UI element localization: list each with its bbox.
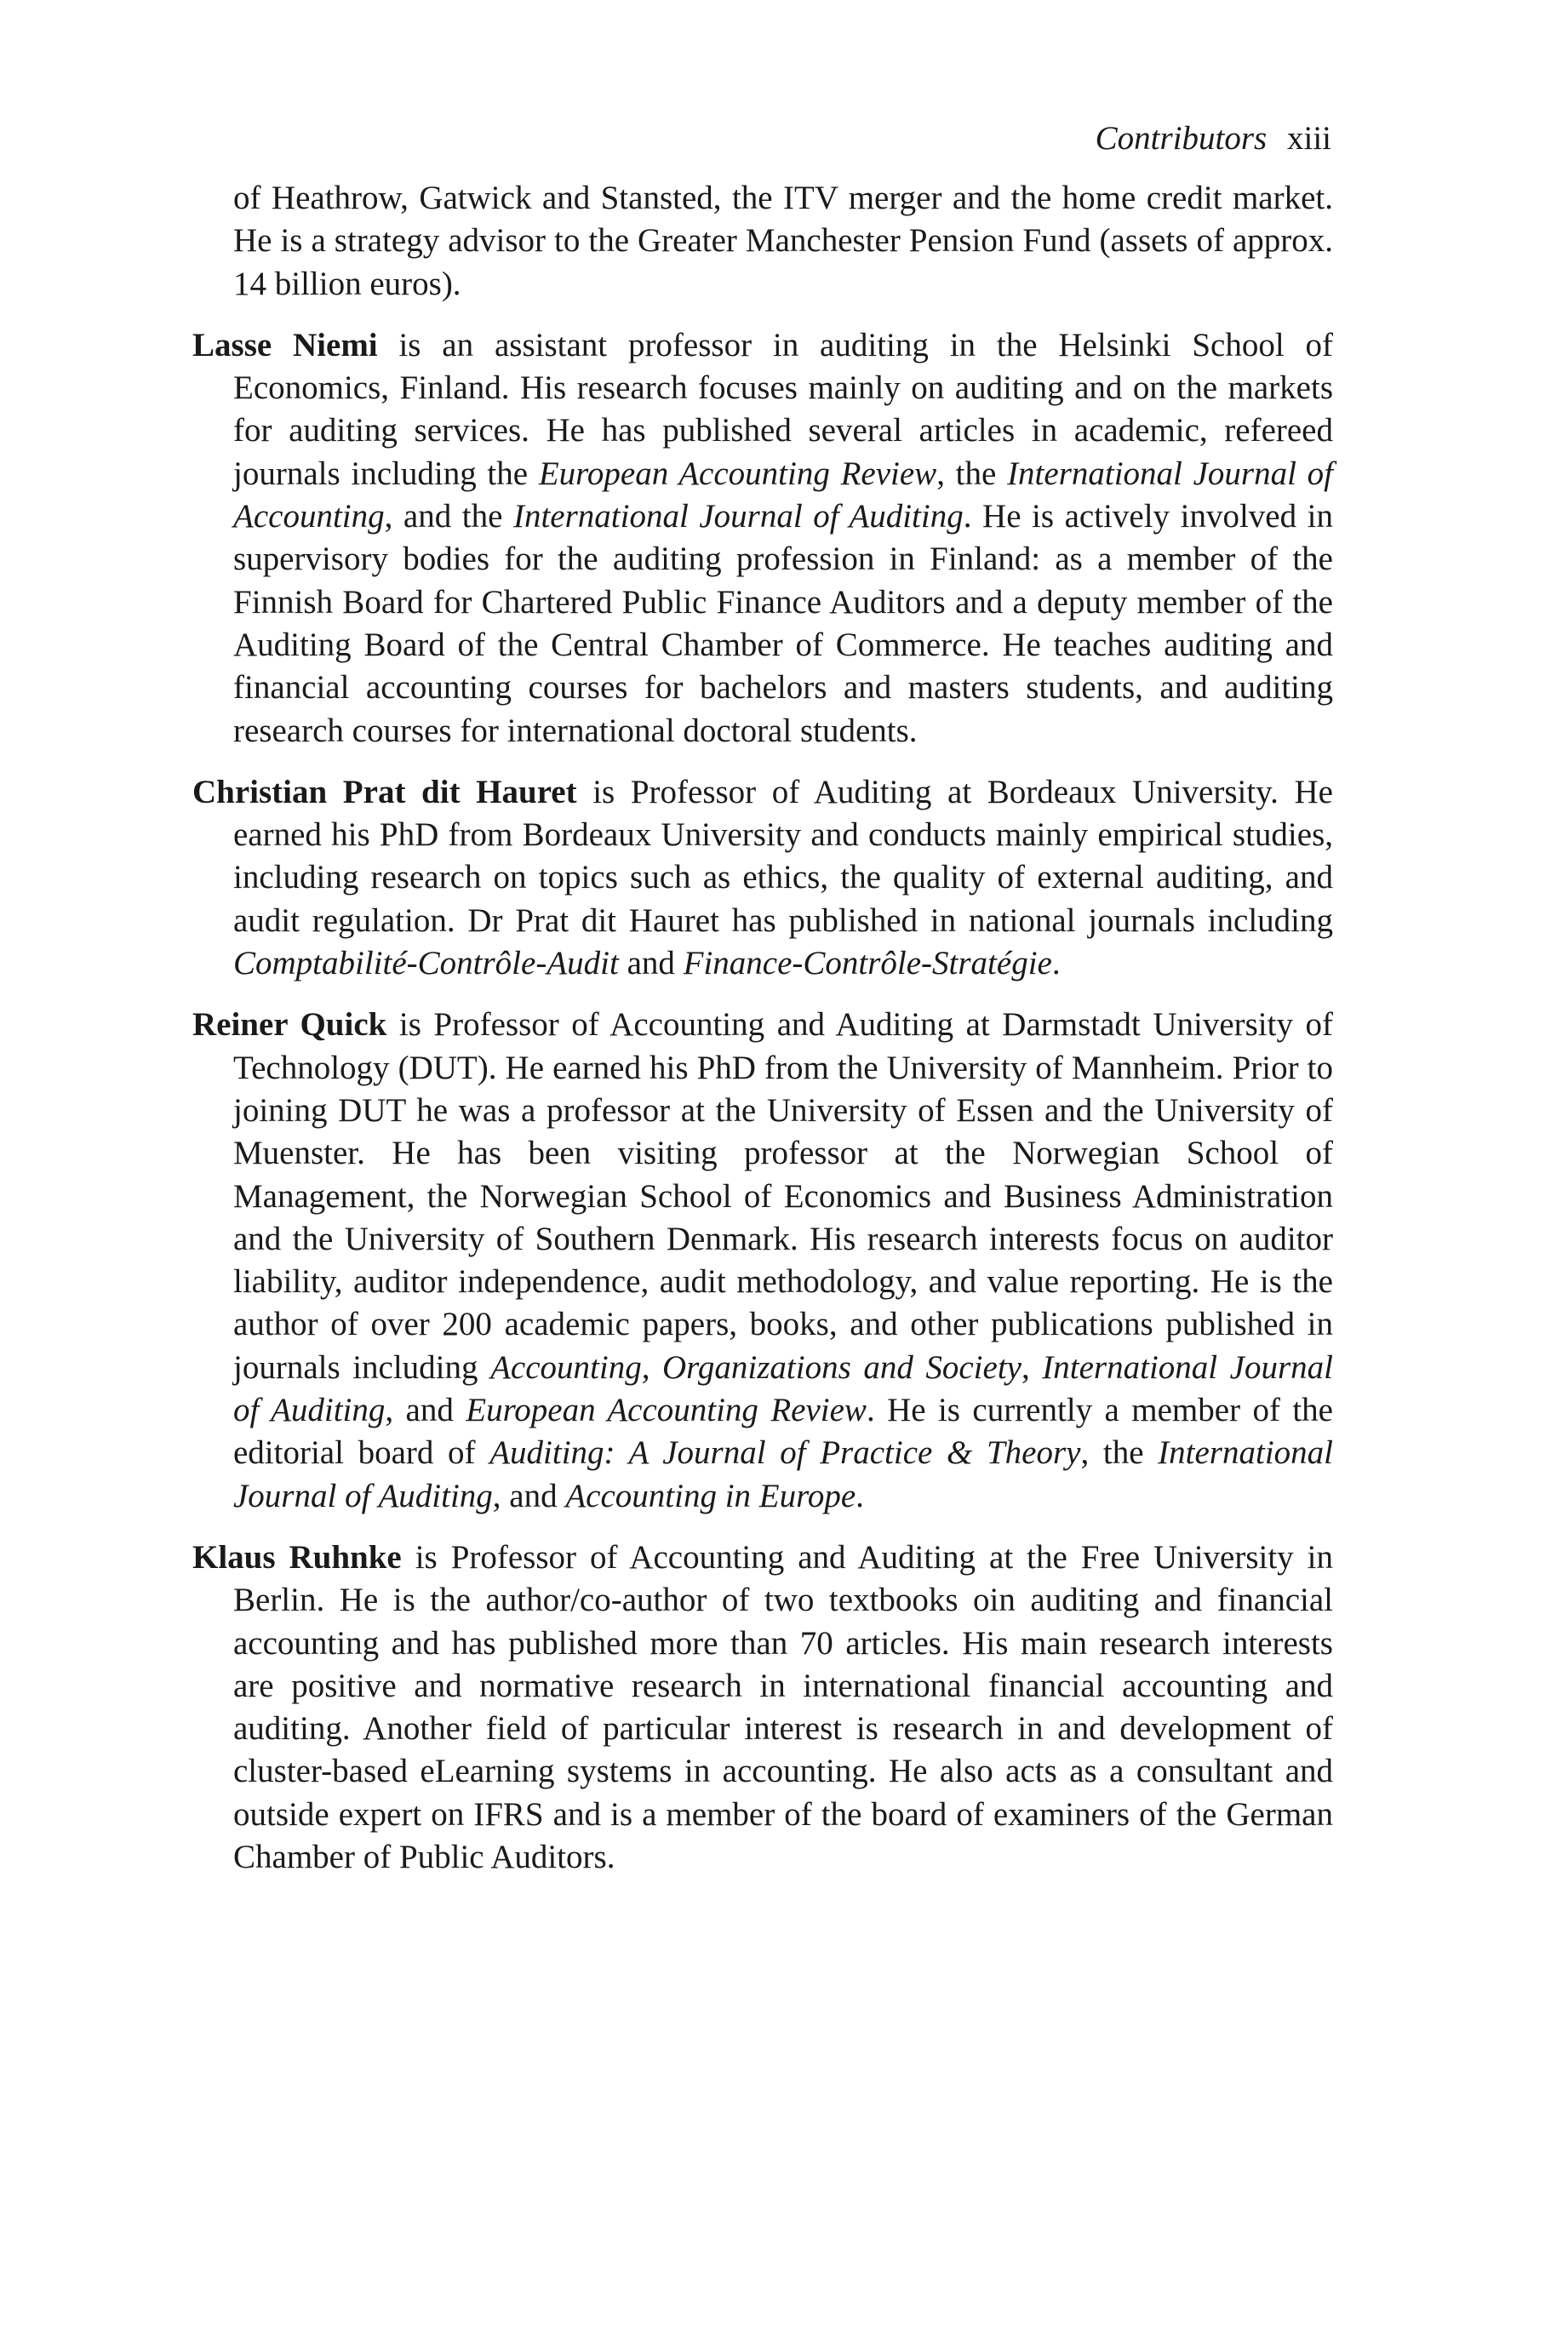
- bio-text: is Professor of Accounting and Auditing at the Free University in Berlin. He is the author/co-author of two textbooks oin auditing and financial accounting and has published more than 70 articles. His main research interests are positive and normative research in international financial accounting and auditing. Another field of particular interest is research in and development of cluster-based eLearning systems in accounting. He also acts as a consultant and outside expert on IFRS and is a member of the board of examiners of the German Chamber of Public Auditors.: [233, 1538, 1333, 1875]
- bio-text: is Professor of Accounting and Auditing at Darmstadt University of Technology (DUT). He earned his PhD from the University of Mannheim. Prior to joining DUT he was a professor at the University of Essen and the University of Muenster. He has been visiting professor at the Norwegian School of Management, the Norwegian School of Economics and Business Administration and the University of Southern Denmark. His research interests focus on auditor liability, auditor independence, audit methodology, and value reporting. He is the author of over 200 academic papers, books, and other publications published in journals including: [233, 1006, 1333, 1386]
- bio-text: . He is currently a member of the editorial board of: [233, 1392, 1333, 1472]
- bio-text: .: [856, 1477, 864, 1514]
- journal-title: Auditing: A Journal of Practice & Theory: [489, 1434, 1081, 1472]
- journal-title: Accounting, Organizations and Society: [490, 1348, 1021, 1386]
- bio-text: , the: [1080, 1434, 1159, 1472]
- bio-text: is Professor of Auditing at Bordeaux University. He earned his PhD from Bordeaux University and conducts mainly empirical studies, including research on topics such as ethics, the quality of external auditing, and audit regulation. Dr Prat dit Hauret has published in national journals including: [233, 773, 1333, 939]
- bio-text: and: [618, 945, 684, 982]
- bio-text: . He is actively involved in supervisory bodies for the auditing profession in Finland: as a member of the Finnish Board for Chartered Public Finance Auditors and a deputy member of the Auditing Board of the Central Chamber of Commerce. He teaches auditing and financial accounting courses for bachelors and masters students, and auditing research courses for international doctoral students.: [233, 498, 1333, 749]
- contributor-entry: [192, 324, 1333, 753]
- bio-text: , and: [385, 1392, 466, 1429]
- bio-text: , and the: [384, 498, 513, 535]
- bio-text: , and: [492, 1477, 566, 1514]
- contributor-entry: [192, 771, 1333, 985]
- page-number: xiii: [1286, 120, 1331, 157]
- journal-title: International Journal of Accounting: [233, 455, 1334, 535]
- bio-text: , the: [936, 455, 1008, 492]
- journal-title: Comptabilité-Contrôle-Audit: [233, 945, 619, 982]
- bio-text: .: [1051, 945, 1061, 982]
- bio-text: ,: [1021, 1348, 1043, 1386]
- journal-title: European Accounting Review: [538, 455, 937, 492]
- journal-title: Finance-Contrôle-Stratégie: [683, 945, 1052, 982]
- running-head: [1096, 117, 1331, 160]
- contributor-entry: [192, 1537, 1333, 1879]
- bio-text: is an assistant professor in auditing in the Helsinki School of Economics, Finland. His research focuses mainly on auditing and on the markets for auditing services. He has published several articles in academic, refereed journals including the: [233, 326, 1333, 492]
- bio-text: of Heathrow, Gatwick and Stansted, the ITV merger and the home credit market. He is a strategy advisor to the Greater Manchester Pension Fund (assets of approx. 14 billion euros).: [233, 180, 1333, 302]
- contributor-name: Lasse Niemi: [192, 326, 378, 363]
- journal-title: Accounting in Europe: [565, 1477, 856, 1514]
- contributors-list: [192, 177, 1333, 1897]
- contributor-name: Klaus Ruhnke: [192, 1538, 402, 1576]
- journal-title: International Journal of Auditing: [512, 498, 964, 535]
- journal-title: European Accounting Review: [466, 1392, 867, 1429]
- journal-title: International Journal of Auditing: [233, 1434, 1333, 1514]
- contributor-name: Reiner Quick: [192, 1006, 387, 1044]
- contributor-name: Christian Prat dit Hauret: [192, 773, 577, 810]
- running-head-section: Contributors: [1095, 120, 1268, 157]
- journal-title: International Journal of Auditing: [233, 1348, 1333, 1429]
- contributor-entry: [192, 1004, 1333, 1518]
- contributor-entry-continued: [192, 177, 1333, 306]
